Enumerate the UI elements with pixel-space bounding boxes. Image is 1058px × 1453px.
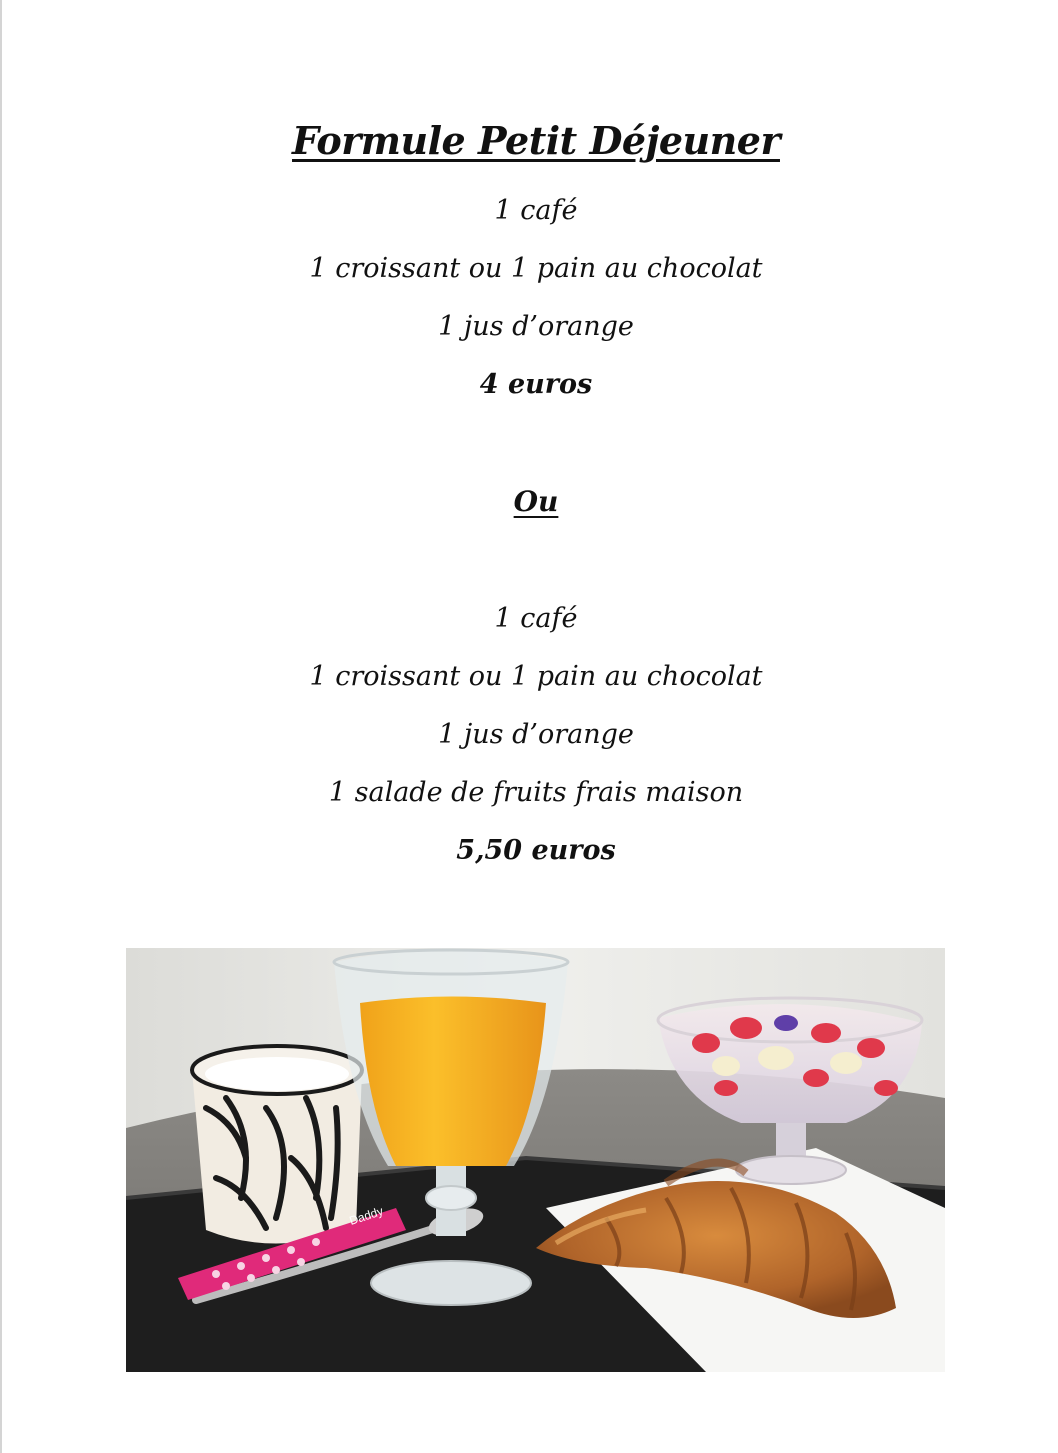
formula-2-item-fruit-salad: 1 salade de fruits frais maison xyxy=(328,777,744,808)
formula-2-item-juice: 1 jus d’orange xyxy=(438,719,634,750)
formula-1-item-pastry: 1 croissant ou 1 pain au chocolat xyxy=(309,253,763,284)
formula-2-item-coffee: 1 café xyxy=(494,603,578,634)
formula-2-price: 5,50 euros xyxy=(456,835,616,866)
formula-1-item-juice: 1 jus d’orange xyxy=(438,311,634,342)
formula-1-price: 4 euros xyxy=(479,369,593,400)
formula-1-item-coffee: 1 café xyxy=(494,195,578,226)
breakfast-photo xyxy=(126,948,945,1372)
coffee-cup-graphic xyxy=(192,1046,362,1244)
formula-2-item-pastry: 1 croissant ou 1 pain au chocolat xyxy=(309,661,763,692)
page-title: Formule Petit Déjeuner xyxy=(292,118,780,163)
sugar-stick-label: Daddy xyxy=(347,1203,385,1228)
separator-ou: Ou xyxy=(513,485,559,518)
